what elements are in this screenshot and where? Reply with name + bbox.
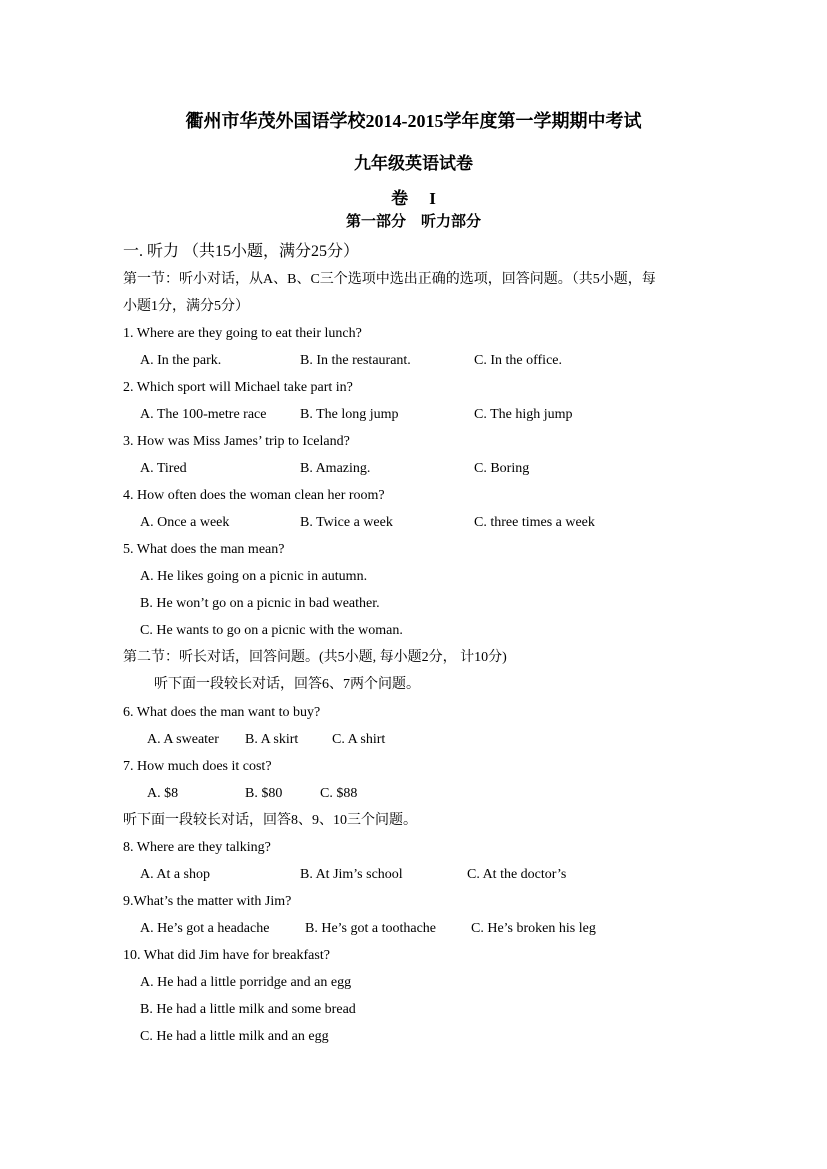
option-b: B. In the restaurant. [300, 353, 411, 368]
volume-label: 卷 I [391, 189, 436, 208]
question-stem: 10. What did Jim have for breakfast? [123, 948, 330, 963]
option-a: A. The 100-metre race [140, 407, 267, 422]
question-stem: 2. Which sport will Michael take part in? [123, 380, 353, 395]
option-c: C. A shirt [332, 732, 386, 747]
option-b: B. The long jump [300, 407, 399, 422]
section-heading: 一. 听力 （共15小题，满分25分） [123, 243, 360, 260]
option-a: A. Once a week [140, 515, 230, 530]
question-stem: 6. What does the man want to buy? [123, 705, 321, 720]
question-stem: 7. How much does it cost? [123, 759, 272, 774]
part-heading: 第一部分 听力部分 [345, 214, 481, 230]
exam-subtitle: 九年级英语试卷 [354, 154, 473, 173]
option-a: A. $8 [147, 786, 179, 801]
passage1-note: 听下面一段较长对话，回答6、7两个问题。 [154, 677, 420, 692]
option-c: C. He’s broken his leg [471, 921, 596, 936]
question-stem: 4. How often does the woman clean her room? [123, 488, 385, 503]
exam-title: 衢州市华茂外国语学校2014-2015学年度第一学期期中考试 [185, 111, 642, 131]
passage2-note: 听下面一段较长对话，回答8、9、10三个问题。 [123, 813, 417, 828]
question-stem: 9.What’s the matter with Jim? [123, 894, 292, 909]
option-b: B. $80 [245, 786, 283, 801]
option-b: B. He won’t go on a picnic in bad weather. [140, 596, 380, 611]
option-a: A. A sweater [147, 732, 219, 747]
option-a: A. He’s got a headache [140, 921, 270, 936]
option-a: A. Tired [140, 461, 187, 476]
question-stem: 8. Where are they talking? [123, 840, 271, 855]
option-a: A. In the park. [140, 353, 222, 368]
option-c: C. He wants to go on a picnic with the woman. [140, 623, 403, 638]
option-a: A. At a shop [140, 867, 210, 882]
option-b: B. He’s got a toothache [305, 921, 437, 936]
option-c: C. The high jump [474, 407, 573, 422]
section1-intro-line2: 小题1分，满分5分） [123, 299, 249, 314]
section1-intro-line1: 第一节：听小对话，从A、B、C三个选项中选出正确的选项，回答问题。（共5小题，每 [123, 272, 656, 287]
option-c: C. three times a week [474, 515, 595, 530]
option-c: C. Boring [474, 461, 530, 476]
option-b: B. Amazing. [300, 461, 371, 476]
option-b: B. Twice a week [300, 515, 393, 530]
option-b: B. He had a little milk and some bread [140, 1002, 356, 1017]
option-c: C. In the office. [474, 353, 562, 368]
option-c: C. At the doctor’s [467, 867, 567, 882]
option-c: C. $88 [320, 786, 358, 801]
option-c: C. He had a little milk and an egg [140, 1029, 329, 1044]
section2-intro: 第二节：听长对话，回答问题。(共5小题, 每小题2分， 计10分) [123, 650, 507, 665]
option-a: A. He had a little porridge and an egg [140, 975, 352, 990]
option-b: B. A skirt [245, 732, 299, 747]
question-stem: 1. Where are they going to eat their lunch? [123, 326, 362, 341]
question-stem: 3. How was Miss James’ trip to Iceland? [123, 434, 350, 449]
option-a: A. He likes going on a picnic in autumn. [140, 569, 368, 584]
question-stem: 5. What does the man mean? [123, 542, 285, 557]
option-b: B. At Jim’s school [300, 867, 403, 882]
